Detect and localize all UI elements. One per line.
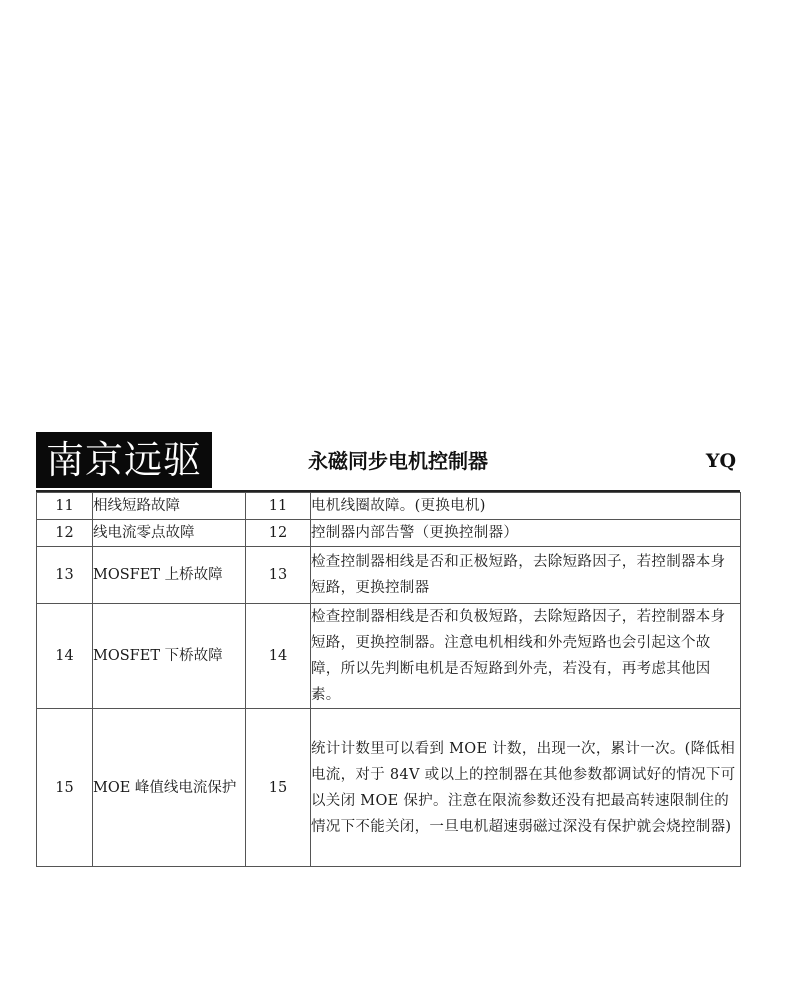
fault-remedy: 控制器内部告警（更换控制器） [311, 520, 741, 547]
fault-remedy: 检查控制器相线是否和负极短路，去除短路因子，若控制器本身短路，更换控制器。注意电机相线和外壳短路也会引起这个故障，所以先判断电机是否短路到外壳，若没有，再考虑其他因素。 [311, 604, 741, 709]
document-title: 永磁同步电机控制器 [308, 449, 488, 473]
fault-name: MOE 峰值线电流保护 [93, 709, 246, 867]
fault-number: 13 [37, 547, 93, 604]
fault-code: 15 [246, 709, 311, 867]
table-row [37, 520, 741, 547]
fault-code: 12 [246, 520, 311, 547]
fault-remedy: 统计计数里可以看到 MOE 计数，出现一次，累计一次。(降低相电流，对于 84V 或以上的控制器在其他参数都调试好的情况下可以关闭 MOE 保护。注意在限流参数还没有把最高转速限制住的情况下不能关闭，一旦电机超速弱磁过深没有保护就会烧控制器) [311, 709, 741, 867]
fault-code: 14 [246, 604, 311, 709]
fault-number: 12 [37, 520, 93, 547]
fault-code-table [36, 492, 741, 867]
fault-name: 线电流零点故障 [93, 520, 246, 547]
document-header [36, 432, 740, 490]
table-row [37, 604, 741, 709]
fault-name: MOSFET 下桥故障 [93, 604, 246, 709]
fault-number: 14 [37, 604, 93, 709]
brand-logo: 南京远驱 [36, 432, 212, 488]
table-row [37, 547, 741, 604]
fault-number: 15 [37, 709, 93, 867]
table-row [37, 493, 741, 520]
fault-code: 13 [246, 547, 311, 604]
table-row [37, 709, 741, 867]
document-code: YQ [705, 450, 736, 472]
fault-name: MOSFET 上桥故障 [93, 547, 246, 604]
fault-remedy: 电机线圈故障。(更换电机) [311, 493, 741, 520]
fault-code: 11 [246, 493, 311, 520]
fault-remedy: 检查控制器相线是否和正极短路，去除短路因子，若控制器本身短路，更换控制器 [311, 547, 741, 604]
fault-number: 11 [37, 493, 93, 520]
fault-name: 相线短路故障 [93, 493, 246, 520]
